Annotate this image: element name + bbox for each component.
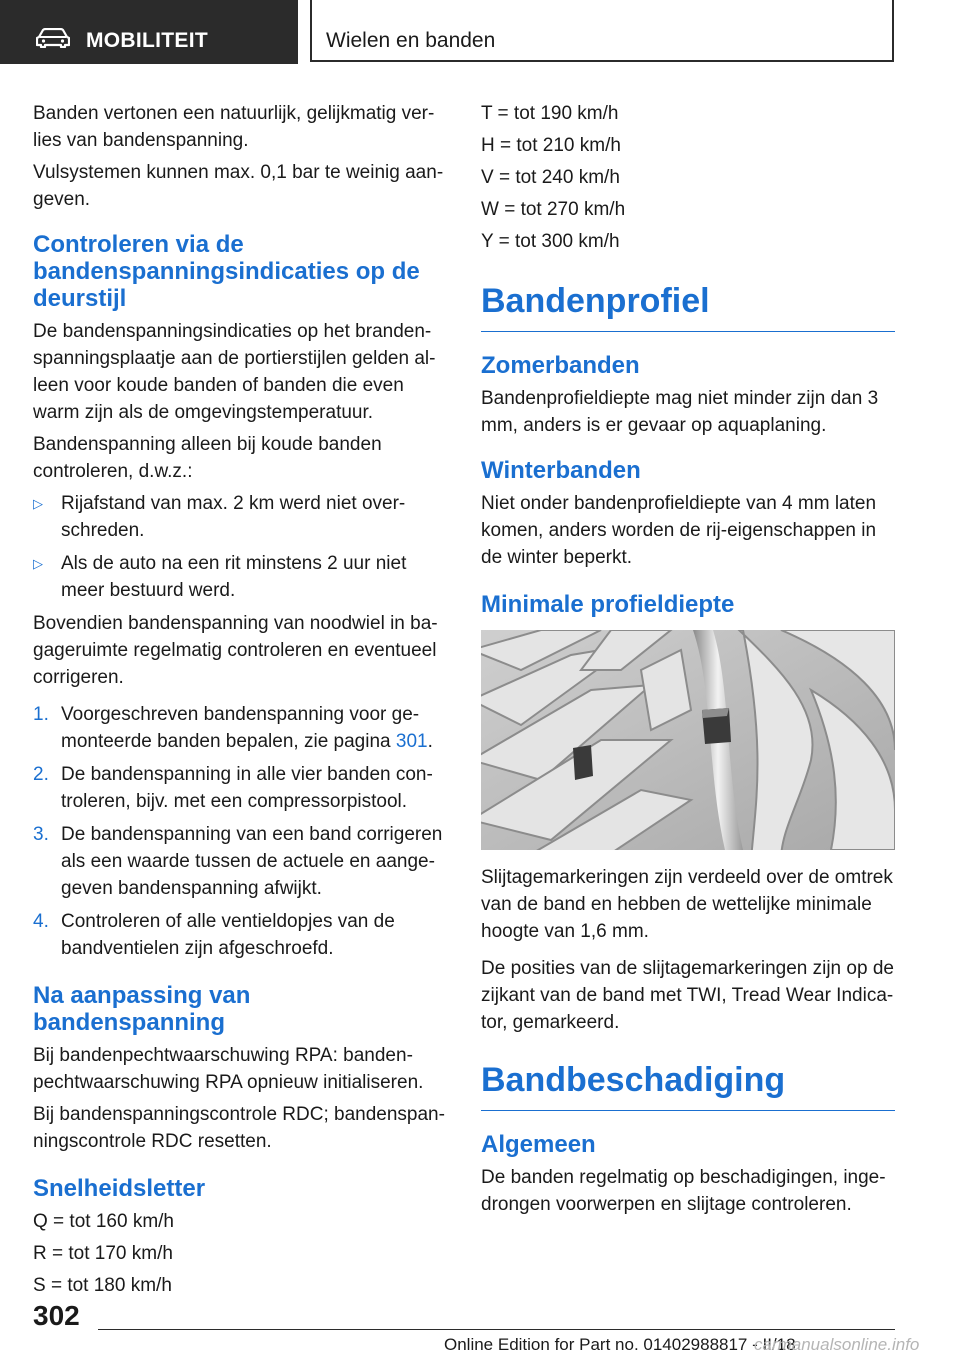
- list-item-text: De bandenspanning in alle vier banden controleren, bijv. met een compressorpistool.: [61, 764, 433, 812]
- heading-summer-tires: Zomerbanden: [481, 352, 640, 379]
- heading-general: Algemeen: [481, 1131, 596, 1158]
- list-item-text: Controleren of alle ventieldopjes van de bandventielen zijn afgeschroefd.: [61, 911, 395, 959]
- paragraph: Vulsystemen kunnen max. 0,1 bar te weinig aangeven.: [33, 162, 444, 210]
- triangle-bullet-icon: ▷: [33, 556, 43, 571]
- tire-tread-wear-indicator-image: [481, 630, 895, 850]
- list-item-text: Als de auto na een rit minstens 2 uur niet meer bestuurd werd.: [61, 553, 407, 601]
- left-column: [33, 100, 445, 1304]
- triangle-bullet-icon: ▷: [33, 496, 43, 511]
- step-number: 1.: [33, 704, 49, 725]
- heading-winter-tires: Winterbanden: [481, 457, 641, 484]
- list-item: [33, 490, 445, 544]
- speed-rating: Q = tot 160 km/h: [33, 1211, 174, 1232]
- page-link[interactable]: 301: [395, 731, 428, 752]
- paragraph: Banden vertonen een natuurlijk, gelijkmatig verlies van bandenspanning.: [33, 103, 435, 151]
- list-item: [33, 701, 445, 755]
- speed-rating: T = tot 190 km/h: [481, 103, 619, 124]
- numbered-list: [33, 701, 445, 962]
- right-column: [481, 100, 895, 1228]
- chapter-title: Wielen en banden: [326, 29, 496, 52]
- paragraph: De bandenspanningsindicaties op het brandenspanningsplaatje aan de portierstijlen gelden alleen voor koude banden of banden die even warm zijn als de omgevingstemperatuur.: [33, 321, 436, 423]
- speed-rating: R = tot 170 km/h: [33, 1243, 173, 1264]
- heading-tread-profile: Bandenprofiel: [481, 281, 895, 332]
- paragraph: Bandenprofieldiepte mag niet minder zijn dan 3 mm, anders is er gevaar op aquaplaning.: [481, 388, 879, 436]
- footer-divider: [98, 1329, 895, 1330]
- section-title: MOBILITEIT: [86, 29, 208, 52]
- list-item-text: Voorgeschreven bandenspanning voor gemonteerde banden bepalen, zie pagina: [61, 704, 420, 752]
- step-number: 2.: [33, 764, 49, 785]
- heading-tire-damage: Bandbeschadiging: [481, 1060, 895, 1111]
- step-number: 4.: [33, 911, 49, 932]
- paragraph: Bij bandenpechtwaarschuwing RPA: bandenpechtwaarschuwing RPA opnieuw initialiseren.: [33, 1045, 424, 1093]
- speed-rating: S = tot 180 km/h: [33, 1275, 172, 1296]
- heading-speed-letter: Snelheidsletter: [33, 1175, 206, 1202]
- speed-rating: Y = tot 300 km/h: [481, 231, 620, 252]
- list-item: [33, 908, 445, 962]
- paragraph: Bij bandenspanningscontrole RDC; bandenspanningscontrole RDC resetten.: [33, 1104, 445, 1152]
- paragraph: Bovendien bandenspanning van noodwiel in bagageruimte regelmatig controleren en eventueel corrigeren.: [33, 613, 438, 688]
- paragraph: Bandenspanning alleen bij koude banden controleren, d.w.z.:: [33, 434, 382, 482]
- speed-rating: V = tot 240 km/h: [481, 167, 620, 188]
- speed-rating: W = tot 270 km/h: [481, 199, 626, 220]
- paragraph: De banden regelmatig op beschadigingen, ingedrongen voorwerpen en slijtage controleren.: [481, 1167, 886, 1215]
- list-item-text-end: .: [427, 731, 433, 752]
- paragraph: De posities van de slijtagemarkeringen zijn op de zijkant van de band met TWI, Tread Wear Indicator, gemarkeerd.: [481, 958, 894, 1033]
- paragraph: Niet onder bandenprofieldiepte van 4 mm laten komen, anders worden de rij-eigenschappen in de winter beperkt.: [481, 493, 877, 568]
- list-item-text: De bandenspanning van een band corrigeren als een waarde tussen de actuele en aangegeven bandenspanning afwijkt.: [61, 824, 443, 899]
- chapter-tab: [310, 0, 894, 62]
- list-item: [33, 550, 445, 604]
- list-item: [33, 761, 445, 815]
- paragraph: Slijtagemarkeringen zijn verdeeld over de omtrek van de band en hebben de wettelijke minimale hoogte van 1,6 mm.: [481, 867, 893, 942]
- heading-minimum-tread-depth: Minimale profieldiepte: [481, 591, 735, 618]
- section-tab: [0, 0, 298, 64]
- watermark: carmanualsonline.info: [754, 1335, 920, 1354]
- list-item: [33, 821, 445, 902]
- speed-rating: H = tot 210 km/h: [481, 135, 621, 156]
- footer-edition: Online Edition for Part no. 01402988817 - II/18: [444, 1335, 796, 1354]
- step-number: 3.: [33, 824, 49, 845]
- page-number: 302: [33, 1300, 80, 1331]
- bullet-list: [33, 490, 445, 604]
- heading-check-door-pillar: Controleren via de bandenspanningsindicaties op de deurstijl: [33, 231, 420, 312]
- list-item-text: Rijafstand van max. 2 km werd niet overschreden.: [61, 493, 406, 541]
- heading-after-adjust: Na aanpassing van bandenspanning: [33, 982, 251, 1036]
- car-icon: [36, 28, 70, 48]
